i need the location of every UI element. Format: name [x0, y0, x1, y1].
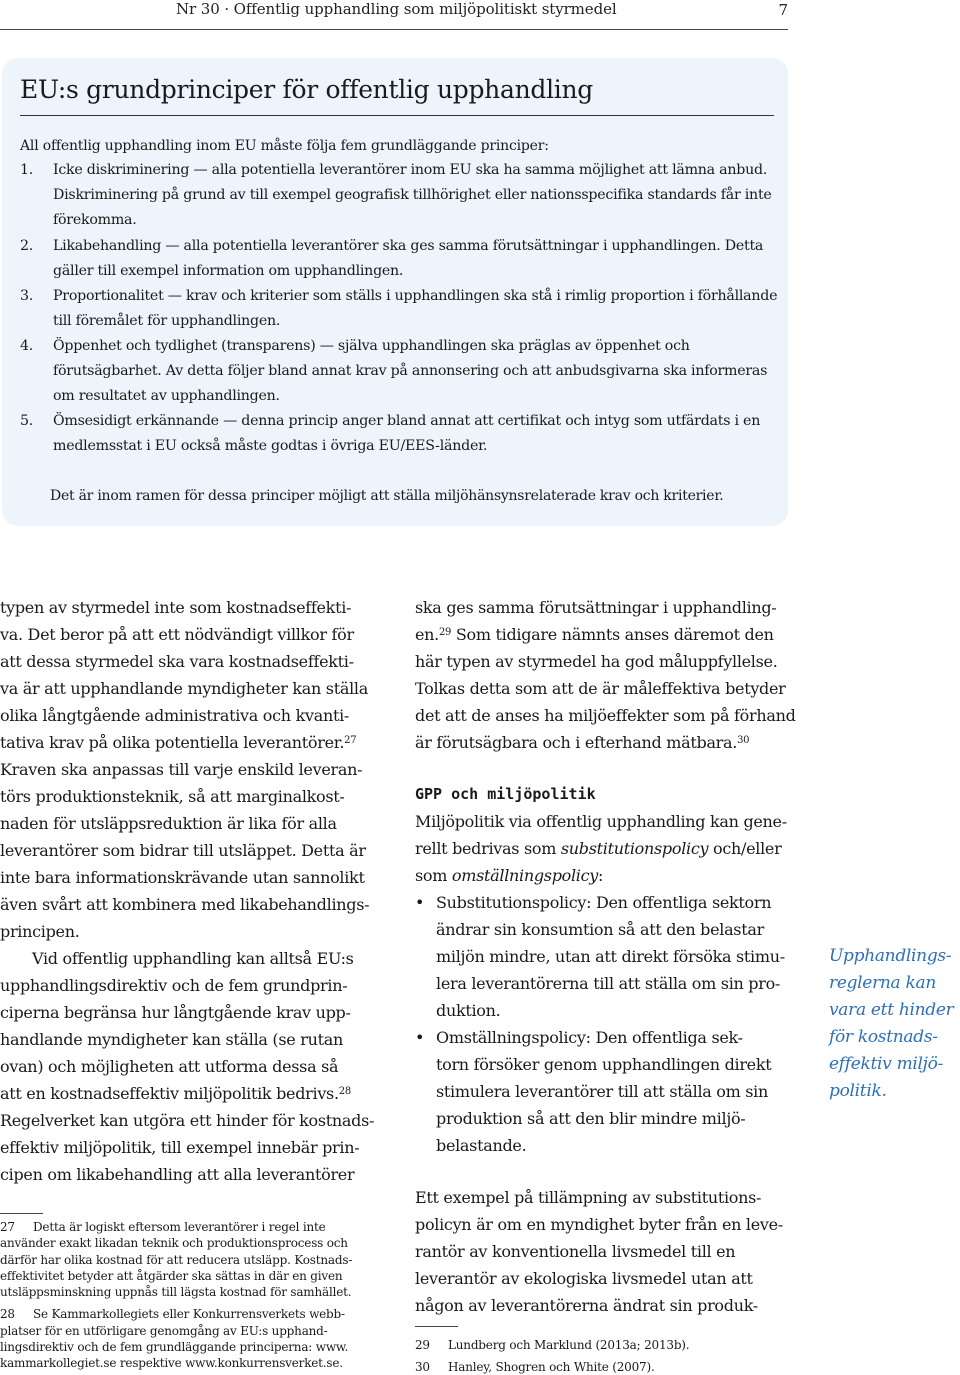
body-line: att dessa styrmedel ska vara kostnadseffekti- — [0, 652, 354, 671]
principle-line: förekomma. — [53, 212, 137, 228]
term-substitutionspolicy: substitutionspolicy — [560, 839, 709, 858]
body-line: leverantör av ekologiska livsmedel utan att — [415, 1269, 753, 1288]
footnote-rule-left — [0, 1213, 43, 1214]
body-line: ciperna begränsa hur långtgående krav upp- — [0, 1003, 351, 1022]
body-line — [415, 621, 795, 648]
body-line: det att de anses ha miljöeffekter som på förhand — [415, 706, 796, 725]
footnote-line: kammarkollegiet.se respektive www.konkurrensverket.se. — [0, 1356, 343, 1371]
body-line: inte bara informationskrävande utan sannolikt — [0, 868, 365, 887]
principle-line: Öppenhet och tydlighet (transparens) — själva upphandlingen ska präglas av öppenhet och — [53, 338, 690, 354]
body-line: ska ges samma förutsättningar i upphandling- — [415, 598, 777, 617]
body-line — [0, 1080, 380, 1107]
body-line: Tolkas detta som att de är måleffektiva betyder — [415, 679, 786, 698]
footnote-29 — [415, 1334, 775, 1356]
footnote-28 — [0, 1306, 372, 1371]
bullet-line: produktion så att den blir mindre miljö- — [436, 1109, 746, 1128]
footnote-line: lingsdirektiv och de fem grundläggande principerna: www. — [0, 1340, 349, 1355]
body-line: typen av styrmedel inte som kostnadseffekti- — [0, 598, 352, 617]
principle-line: medlemsstat i EU också måste godtas i övriga EU/EES-länder. — [53, 438, 488, 454]
fact-box-intro: All offentlig upphandling inom EU måste följa fem grundläggande principer: — [20, 138, 549, 154]
principle-line: om resultatet av upphandlingen. — [53, 388, 280, 404]
fact-box-rule — [20, 115, 774, 116]
principle-number: 1. — [20, 162, 34, 178]
page-number: 7 — [778, 1, 788, 19]
bullet-line: miljön mindre, utan att direkt försöka stimu- — [436, 947, 785, 966]
bullet-item-omstallning — [415, 1024, 795, 1159]
principle-number: 3. — [20, 288, 34, 304]
body-text: en. — [415, 625, 439, 644]
principle-line: gäller till exempel information om upphandlingen. — [53, 263, 404, 279]
footnote-number: 27 — [0, 1220, 15, 1234]
body-line: törs produktionsteknik, så att marginalkost- — [0, 787, 345, 806]
footnote-number: 29 — [415, 1338, 430, 1352]
quote-line: för kostnads- — [829, 1027, 938, 1047]
left-column — [0, 594, 380, 1188]
footnote-line: därför har olika kostnad för att reducera utsläpp. Kostnads- — [0, 1252, 353, 1267]
footnote-30 — [415, 1356, 775, 1375]
right-column-bottom — [415, 1184, 795, 1319]
footnote-number: 30 — [415, 1360, 430, 1374]
body-line: cipen om likabehandling att alla leverantörer — [0, 1165, 355, 1184]
bullet-icon: • — [415, 1028, 425, 1047]
body-line: någon av leverantörerna ändrat sin produk- — [415, 1296, 758, 1315]
body-line: Regelverket kan utgöra ett hinder för kostnads- — [0, 1111, 375, 1130]
footnote-line: platser för en utförligare genomgång av EU:s upphand- — [0, 1323, 328, 1338]
body-line: effektiv miljöpolitik, till exempel innebär prin- — [0, 1138, 360, 1157]
section-heading: GPP och miljöpolitik — [415, 785, 596, 803]
fact-box-title: EU:s grundprinciper för offentlig upphandling — [20, 75, 593, 104]
quote-line: effektiv miljö- — [829, 1054, 944, 1074]
term-omstallningspolicy: omställningspolicy — [451, 866, 599, 885]
bullet-line: torn försöker genom upphandlingen direkt — [436, 1055, 772, 1074]
right-column-top — [415, 594, 795, 756]
body-line: ovan) och möjligheten att utforma dessa så — [0, 1057, 339, 1076]
body-line: Vid offentlig upphandling kan alltså EU:s — [32, 949, 354, 968]
body-line — [415, 862, 795, 889]
body-line: policyn är om en myndighet byter från en leve- — [415, 1215, 783, 1234]
principle-line: Likabehandling — alla potentiella leverantörer ska ges samma förutsättningar i upphandlingen. Detta — [53, 238, 764, 254]
footnote-text: Lundberg och Marklund (2013a; 2013b). — [448, 1338, 690, 1352]
body-line: va. Det beror på att ett nödvändigt villkor för — [0, 625, 354, 644]
footnote-ref-30[interactable]: 30 — [737, 735, 750, 746]
running-header — [0, 0, 788, 30]
principle-line: förutsägbarhet. Av detta följer bland annat krav på annonsering och att anbudsgivarna ska informeras — [53, 363, 768, 379]
bullet-icon: • — [415, 893, 425, 912]
footnote-text: Detta är logiskt eftersom leverantörer i regel inte — [33, 1220, 326, 1234]
body-line — [415, 835, 795, 862]
footnote-line — [0, 1219, 372, 1235]
footnote-text: Se Kammarkollegiets eller Konkurrensverkets webb- — [33, 1307, 345, 1322]
principle-line: Ömsesidigt erkännande — denna princip anger bland annat att certifikat och intyg som utfärdats i en — [53, 413, 761, 429]
body-text: och/eller — [708, 839, 782, 858]
gpp-section-body — [415, 808, 795, 1159]
body-line: naden för utsläppsreduktion är lika för alla — [0, 814, 337, 833]
principle-line: till föremålet för upphandlingen. — [53, 313, 281, 329]
footnote-line — [0, 1306, 372, 1322]
bullet-line: Substitutionspolicy: Den offentliga sektorn — [436, 893, 772, 912]
principle-line: Diskriminering på grund av till exempel geografisk tillhörighet eller nationsspecifika standards får inte — [53, 187, 772, 203]
footnote-text: Hanley, Shogren och White (2007). — [448, 1360, 655, 1374]
bullet-line: duktion. — [436, 1001, 501, 1020]
footnote-rule-right — [415, 1326, 458, 1327]
body-text: rellt bedrivas som — [415, 839, 561, 858]
body-line: principen. — [0, 922, 80, 941]
footnote-line: utsläppsminskning uppnås till lägsta kostnad för samhället. — [0, 1285, 352, 1300]
body-line: upphandlingsdirektiv och de fem grundprin- — [0, 976, 348, 995]
footnote-line: använder exakt likadan teknik och produktionsprocess och — [0, 1236, 348, 1251]
footnote-27 — [0, 1219, 372, 1300]
quote-line: vara ett hinder — [829, 1000, 954, 1020]
footnotes-right — [415, 1334, 775, 1375]
quote-line: reglerna kan — [829, 973, 936, 993]
body-line: leverantörer som bidrar till utsläppet. Detta är — [0, 841, 366, 860]
principle-line: Proportionalitet — krav och kriterier som ställs i upphandlingen ska stå i rimlig proportion i förhållande — [53, 288, 778, 304]
body-line: även svårt att kombinera med likabehandlings- — [0, 895, 370, 914]
body-line: Ett exempel på tillämpning av substitutions- — [415, 1188, 762, 1207]
body-line — [415, 729, 795, 756]
body-line: rantör av konventionella livsmedel till en — [415, 1242, 736, 1261]
bullet-line: stimulera leverantörer till att ställa om sin — [436, 1082, 769, 1101]
principle-number: 4. — [20, 338, 34, 354]
footnote-line: effektivitet betyder att åtgärder ska sättas in där en given — [0, 1268, 343, 1283]
footnote-number: 28 — [0, 1307, 15, 1322]
bullet-item-substitution — [415, 889, 795, 1024]
principle-number: 2. — [20, 238, 34, 254]
footnote-ref-29[interactable]: 29 — [438, 627, 452, 638]
bullet-line: lera leverantörerna till att ställa om sin pro- — [436, 974, 781, 993]
quote-line: politik. — [829, 1081, 887, 1101]
body-text: är förutsägbara och i efterhand mätbara. — [415, 733, 738, 752]
body-text: att en kostnadseffektiv miljöpolitik bedrivs. — [0, 1084, 339, 1103]
bullet-line: belastande. — [436, 1136, 527, 1155]
body-line: här typen av styrmedel ha god måluppfyllelse. — [415, 652, 778, 671]
footnote-ref-27[interactable]: 27 — [344, 735, 357, 746]
body-line: Kraven ska anpassas till varje enskild leveran- — [0, 760, 363, 779]
body-line: Miljöpolitik via offentlig upphandling kan gene- — [415, 812, 787, 831]
body-text: Som tidigare nämnts anses däremot den — [451, 625, 774, 644]
body-line — [0, 729, 380, 756]
body-line: handlande myndigheter kan ställa (se rutan — [0, 1030, 343, 1049]
body-line: va är att upphandlande myndigheter kan ställa — [0, 679, 368, 698]
fact-box-conclusion: Det är inom ramen för dessa principer möjligt att ställa miljöhänsynsrelaterade krav och kriterier. — [50, 488, 724, 504]
footnotes-left — [0, 1219, 372, 1372]
body-text: tativa krav på olika potentiella leverantörer. — [0, 733, 345, 752]
quote-line: Upphandlings- — [829, 946, 952, 966]
bullet-line: ändrar sin konsumtion så att den belastar — [436, 920, 764, 939]
body-text: : — [598, 866, 604, 885]
bullet-line: Omställningspolicy: Den offentliga sek- — [436, 1028, 743, 1047]
header-title: Nr 30 · Offentlig upphandling som miljöpolitiskt styrmedel — [176, 0, 617, 18]
body-line: olika långtgående administrativa och kvanti- — [0, 706, 350, 725]
principle-line: Icke diskriminering — alla potentiella leverantörer inom EU ska ha samma möjlighet att lämna anbud. — [53, 162, 768, 178]
body-text: som — [415, 866, 452, 885]
footnote-ref-28[interactable]: 28 — [338, 1086, 351, 1097]
margin-pull-quote — [829, 943, 960, 1105]
principle-number: 5. — [20, 413, 34, 429]
